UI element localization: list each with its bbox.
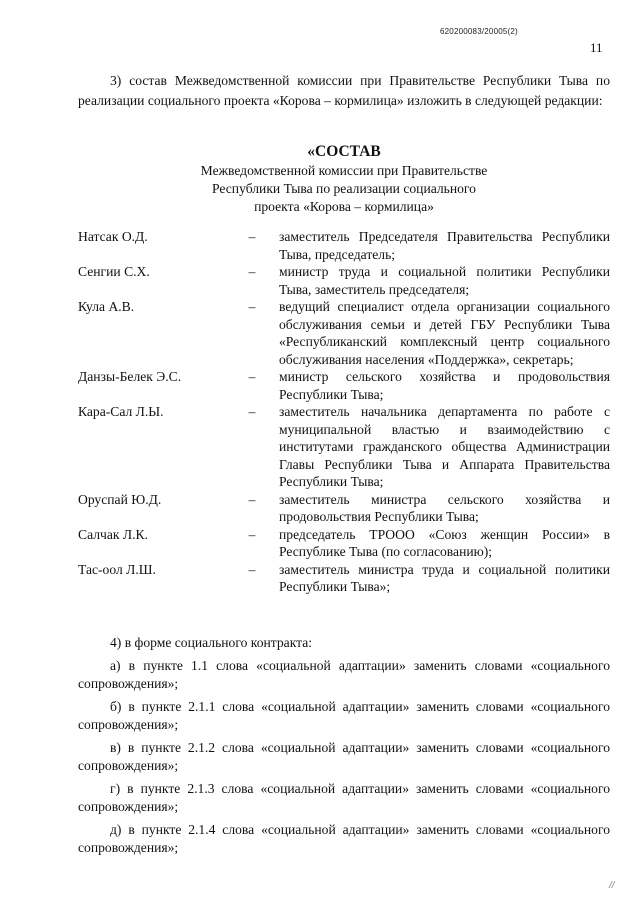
- page-number: 11: [590, 40, 603, 55]
- amendment-item: а) в пункте 1.1 слова «социальной адаптации» заменить словами «социального сопровождения»;: [78, 658, 610, 691]
- member-list: [78, 228, 610, 596]
- section-heading: 4) в форме социального контракта:: [110, 635, 313, 650]
- member-dash: –: [248, 369, 256, 384]
- member-row: [78, 298, 610, 368]
- member-row: [78, 403, 610, 491]
- title-line: Республики Тыва по реализации социального: [212, 181, 476, 196]
- member-name: Салчак Л.К.: [78, 526, 148, 542]
- member-role: ведущий специалист отдела организации социального обслуживания семьи и детей ГБУ Республики Тыва «Республиканский комплексный центр социального обслуживания населения «Поддержка», секретарь;: [279, 299, 610, 367]
- member-role: министр труда и социальной политики Республики Тыва, заместитель председателя;: [279, 264, 610, 297]
- member-dash: –: [248, 561, 256, 577]
- member-row: [78, 491, 610, 526]
- member-name: Кара-Сал Л.Ы.: [78, 404, 164, 419]
- composition-title: [78, 142, 610, 216]
- member-name: Тас-оол Л.Ш.: [78, 561, 156, 577]
- social-contract-section: [78, 634, 610, 862]
- member-role: заместитель начальника департамента по работе с муниципальной властью и взаимодействию с институтами гражданского общества Администрации Главы Республики Тыва и Аппарата Правительства Республики Тыва;: [279, 404, 610, 489]
- member-dash: –: [248, 404, 256, 419]
- member-row: [78, 368, 610, 403]
- member-role: заместитель министра труда и социальной политики Республики Тыва»;: [279, 561, 610, 594]
- intro-paragraph: 3) состав Межведомственной комиссии при Правительстве Республики Тыва по реализации социального проекта «Корова – кормилица» изложить в следующей редакции:: [78, 73, 610, 108]
- member-dash: –: [248, 491, 256, 507]
- member-name: Натсак О.Д.: [78, 229, 148, 244]
- member-name: Кула А.В.: [78, 299, 135, 314]
- member-role: заместитель министра сельского хозяйства и продовольствия Республики Тыва;: [279, 491, 610, 524]
- member-row: [78, 561, 610, 596]
- document-id: 620200083/20005(2): [440, 27, 518, 36]
- title-line: Межведомственной комиссии при Правительстве: [200, 163, 488, 178]
- member-dash: –: [248, 229, 256, 244]
- title-line: проекта «Корова – кормилица»: [254, 199, 434, 214]
- member-row: [78, 263, 610, 298]
- amendment-item: г) в пункте 2.1.3 слова «социальной адаптации» заменить словами «социального сопровождения»;: [78, 781, 610, 814]
- member-role: заместитель Председателя Правительства Республики Тыва, председатель;: [279, 229, 610, 262]
- member-role: министр сельского хозяйства и продовольствия Республики Тыва;: [279, 369, 610, 402]
- member-row: [78, 526, 610, 561]
- member-name: Оруспай Ю.Д.: [78, 491, 162, 507]
- member-row: [78, 228, 610, 263]
- title-main: «СОСТАВ: [307, 143, 381, 160]
- member-name: Данзы-Белек Э.С.: [78, 369, 182, 384]
- member-name: Сенгии С.Х.: [78, 264, 150, 279]
- amendment-item: б) в пункте 2.1.1 слова «социальной адаптации» заменить словами «социального сопровождения»;: [78, 699, 610, 732]
- member-dash: –: [248, 299, 256, 314]
- member-role: председатель ТРООО «Союз женщин России» в Республике Тыва (по согласованию);: [279, 526, 610, 559]
- member-dash: –: [248, 526, 256, 542]
- page-corner-mark: //: [609, 880, 615, 891]
- member-dash: –: [248, 264, 256, 279]
- amendment-item: в) в пункте 2.1.2 слова «социальной адаптации» заменить словами «социального сопровождения»;: [78, 740, 610, 773]
- amendment-item: д) в пункте 2.1.4 слова «социальной адаптации» заменить словами «социального сопровождения»;: [78, 822, 610, 855]
